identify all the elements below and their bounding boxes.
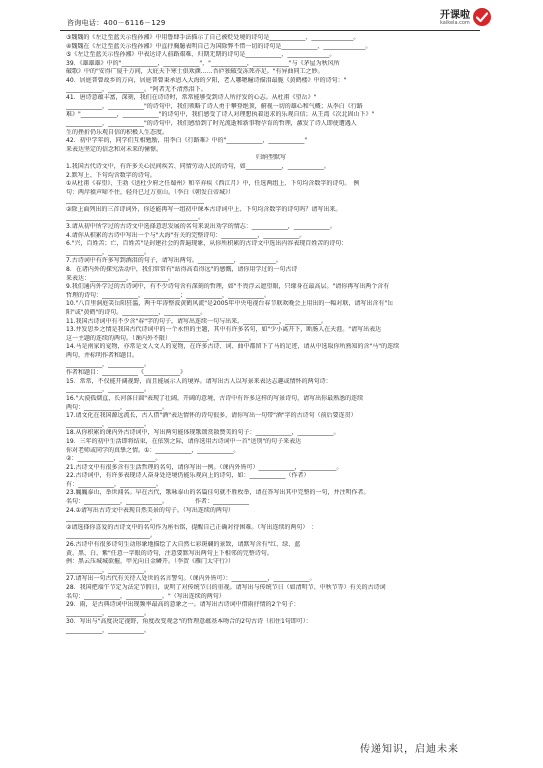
text-line: 例：黑云压城城欲摧，甲光向日金鳞开。（李贺《雁门太守行》） bbox=[66, 558, 235, 566]
text-line: 8．在诸内外的探究活动中，我们常常有"站得高看得远"的感慨，请你用学过的一句古诗 bbox=[66, 266, 298, 274]
text-line: ②除上面列出的三首诗词外，你还能再写一组初中课本古诗词中上、下句均含数字的诗句吗？请写出来。 bbox=[66, 205, 342, 213]
text-line: 这一主题的连续的两句。（课内外不限）____________，____________。 bbox=[66, 334, 256, 342]
text-line: 26.古诗中有很多诗句生动形象地描绘了大自然七彩斑斓的景致，请默写含有"红、绿、蓝 bbox=[66, 541, 301, 549]
text-line: ____________，____________。 bbox=[66, 566, 151, 574]
text-line: 11.我国古诗词中有不少含"春"字的句子，请写出连续一句与出来。____________，____________。 bbox=[66, 317, 328, 325]
text-line: 来表达坚定的信念和对未来的憧憬。 bbox=[66, 145, 163, 153]
text-line: 有：____________，____________。 bbox=[66, 480, 163, 488]
text-line: 阳"或"黄鹤"的诗句。____________，____________。 bbox=[66, 309, 207, 316]
text-line: 15．常常，不仅能开阔视野，而且能展示人的境界。请写出古人以写景来表达志趣或情怀的两句诗： bbox=[66, 377, 332, 385]
text-line: ____________，____________。"阿者无不清然泪下。 bbox=[66, 85, 207, 93]
logo-text: 开课啦 bbox=[440, 10, 470, 21]
section-title: 归纳型默写 bbox=[255, 154, 286, 162]
text-line: 14.马是南家的宠物，亦常是文人文人的宠物，在许多古诗、词、曲中都留下了马的足迹，请从中选取你所熟知的含"马"的连续 bbox=[66, 343, 400, 351]
text-line: 21.古诗文中有很多含有生活哲理的名句，请你写出一例。（课内外皆可）____________，____________。 bbox=[66, 463, 343, 471]
text-line: 6."兴，百姓苦；亡，百姓苦"是封建社会的普遍现象，从你所积累的古诗文中选出内容表现百姓苦的诗句： bbox=[66, 240, 348, 248]
text-line: ③魏魏的《左迁至蓝关示侄孙湘》中用鲁肆手法描示了自己被贬处境的诗句是____________、______________。 bbox=[66, 34, 360, 41]
text-line: 40．居庭普曾故乡的万向，居庭普曾秉承恩入大海的夕阳，老人哪嗯幢诗描泪最脆《黄鹤楼》中的诗句：" bbox=[66, 76, 347, 84]
page-header bbox=[0, 0, 543, 30]
text-line: 2.默写上、下句均含数字的诗句。 bbox=[66, 171, 156, 179]
text-line: 来表达：____________，____________。 bbox=[66, 274, 175, 282]
text-line: 作者和题目：____________《____________》 bbox=[66, 369, 187, 377]
text-line: ____________，____________"的诗句中，我们感悟到了时光流逝和新事物孕育的哲理，激发了诗人即使遭遇人 bbox=[66, 119, 357, 127]
text-line: 39．《雄雄雄》中的"____________，____________"，"____________，____________"与《茅屋为秋风所 bbox=[66, 59, 340, 67]
text-line: ____________，____________。 bbox=[66, 248, 151, 256]
text-line: ④魏魏在《左迁至蓝关示侄孙湘》中直抒胸臆表明自己为国除弊不惜一切的诗句是____________、______________。 bbox=[66, 42, 372, 50]
text-line: ____________________________。 bbox=[66, 515, 157, 523]
text-line: 哲理的诗句：____________，____________；____________，____________。 bbox=[66, 291, 271, 299]
text-line: ②：____________，____________。 bbox=[66, 455, 162, 463]
text-line: 29．雨，是古典诗词中出现频率最高的意象之一。请写出古诗词中借雨抒情的2个句子： bbox=[66, 601, 300, 609]
text-line: ⑤《左迁至蓝关示侄孙湘》中表达诗人前路艰难、归期无期的诗句是____________、______________。 bbox=[66, 51, 336, 59]
text-line: 9.我们通内外学过的古诗词中，有不少诗句含有深刻的哲理，如"不畏浮云遮望眼，只缘身在最高层。"请你再写出两个含有 bbox=[66, 283, 390, 291]
text-line: ____________，____________。 bbox=[66, 420, 151, 428]
text-line: 22.古诗词中，有许多表现诗人奋身处逆境仍能乐观向上的诗句，如：____________（作者） bbox=[66, 472, 310, 480]
text-line: 42．初中学年的，同学们互相勉励，用李白《行路难》中的"____________，____________" bbox=[66, 137, 308, 145]
text-line: ____________，____________"的诗句中，我们领略了诗人勇于攀登绝顶，俯视一切的雄心和气概；从李白《行路 bbox=[66, 102, 363, 110]
text-line: 23.巍巍泰山，举世闻名。早在古代，歌咏泰山的名篇佳句就不胜枚举，请在答写出其中完整的一句，并注明作者。 bbox=[66, 489, 370, 497]
text-line: 7.古诗词中有许多写到酒泪的句子，请写出两句。____________，____________。 bbox=[66, 257, 282, 265]
text-line: ______________________________________________ bbox=[66, 197, 204, 205]
text-line: 1.我国古代诗文中，有许多关心民间疾苦、同情劳动人民的诗句，如____________，____________。 bbox=[66, 162, 330, 170]
text-line: 18.从你积累的课内外古诗词中，写出两句能体现歌颂赏散赞美的句子：____________，____________。 bbox=[66, 429, 340, 437]
logo-domain: kaikela.com bbox=[440, 20, 470, 26]
text-line: 13.井发思乡之情是我国古代诗词中的一个永恒的主题，其中有许多名句，如"少小离开下，断肠人在天涯。"请写出表达 bbox=[66, 326, 382, 334]
text-line: 4.请你从积累的古诗中写出一个与"大海"有关的完整诗句：____________，____________。 bbox=[66, 231, 306, 239]
text-line: ____________________________________________。 bbox=[66, 214, 205, 222]
text-line: 3.请从初中所学过的古诗文中选择意思发展的名句来说出劝学的情志：____________，____________。 bbox=[66, 223, 336, 231]
text-line: 名句：____________，____________。"（写出连续的两句） bbox=[66, 592, 225, 600]
text-line: 27.请写出一句古代有关待人处世的名言警句。（课内外皆可）：____________，____________。 bbox=[66, 575, 316, 583]
text-line: ②请选择你喜爱的古诗文中的名句作为座右铭，提醒自己正确对待困难。（写出连续的两句） ： bbox=[66, 523, 318, 531]
text-line: 难》"____________，____________"的诗句中，我们感受了诗人对理想执着追求的乐观自信；从王湾《次北固山下》" bbox=[66, 111, 375, 119]
text-line: 名句：____________，____________。 作者：____________ bbox=[66, 498, 250, 506]
text-line: ____________，____________。 bbox=[66, 626, 151, 634]
text-line: 句：两岸猿声啼不住，轻舟已过万重山。（李白《朝发白帝城》） bbox=[66, 188, 235, 196]
text-line: 两句，并标明作者和题目。 bbox=[66, 351, 139, 359]
worksheet-body bbox=[66, 34, 476, 636]
text-line: 生的挫折仍乐观自信的积极人生态度。 bbox=[66, 128, 169, 136]
text-line: ①从杜甫《春望》、王勃《送杜少府之任蜀州》和辛弃疾《西江月》中，任选两组上、下句均含数字的诗句。 例 bbox=[66, 180, 360, 188]
brand-logo bbox=[440, 6, 500, 32]
text-line: ____________，____________。 bbox=[66, 386, 151, 394]
text-line: ____________，____________。 bbox=[66, 360, 151, 368]
text-line: 你对老师或同学的真挚之情。①：____________，____________。 bbox=[66, 446, 240, 454]
footer-slogan: 传递知识，启迪未来 bbox=[360, 744, 459, 755]
text-line: 30．写出与"高度决定视野，角度改变观念"的哲理意蕴基本吻合的2句古诗（扣住1句即可）： bbox=[66, 618, 312, 626]
text-line: 17.请文化在我国源远流长，古人借"酒"表达情怀的诗句很多，请你写出一句带"酒"字的古诗句（前后要连贯） bbox=[66, 412, 357, 420]
consult-phone: 咨询电话：400－6116－129 bbox=[67, 19, 166, 27]
text-line: 10."八百里洞庭笑岳阳狂滥，两千年涛整波黄鹤风流"是2005年中央电视台春节联欢晚会上用出的一幅对联，请写出含有"岳 bbox=[66, 300, 394, 308]
text-line: ____________________________。 bbox=[66, 532, 157, 540]
text-line: 16."大漠孤烟直，长河落日圆"表现了壮阔，开阔的意境，古诗中有许多这样的写景诗句，请写出你最熟悉的连续 bbox=[66, 394, 364, 402]
text-line: 24.①请写出古诗文中表现自然美景的句子。（写出连续的两句） bbox=[66, 506, 234, 514]
text-line: ____________，____________。 bbox=[66, 609, 151, 617]
logo-check-icon bbox=[473, 8, 491, 26]
text-line: 41．唐诗意蕴丰富，深刻，我们在诗诗时，常常能够受到诗人所抒发的心志。从杜甫《望岳》" bbox=[66, 94, 317, 102]
header-rule bbox=[60, 30, 480, 31]
text-line: 两句：____________，____________。 bbox=[66, 403, 169, 411]
text-line: 19．三年的初中生活即将结束，在依别之际，请你选用古诗词中一首"送别"的句子来表达 bbox=[66, 437, 302, 445]
text-line: 破歌》中的"安得广厦千万间，大庇天下寒士俱欢颜……吾庐独破受冻死亦足。"有异曲同工之妙。 bbox=[66, 68, 324, 76]
text-line: 黄、黑、白、紫"任意一字眼的诗句，注意要默写出两句上下相邻的完整诗句。 bbox=[66, 549, 273, 557]
text-line: 28．我国把端午节定为法定节假日，说明了对传统节日的重视。请写出与传统节日（如清明节、中秋节等）有关的古诗词 bbox=[66, 584, 386, 591]
